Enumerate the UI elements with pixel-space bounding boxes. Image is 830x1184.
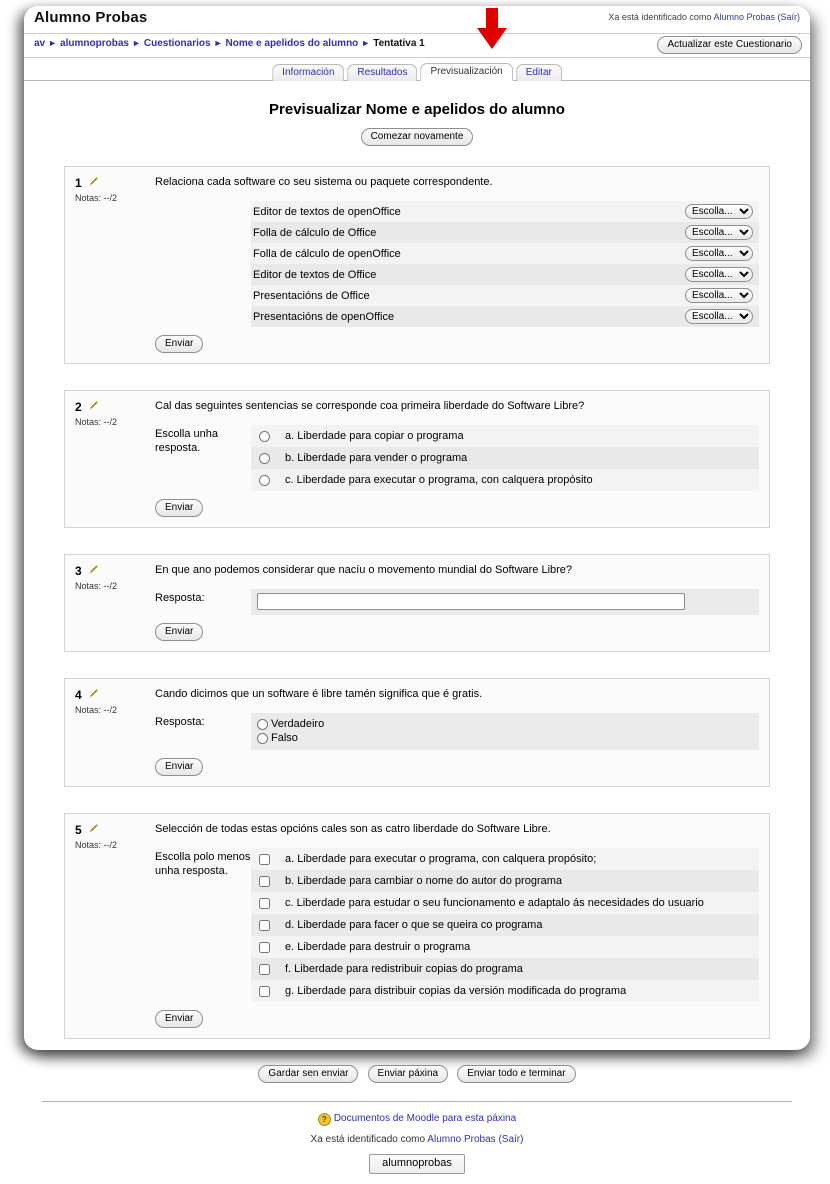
question-number-2: 2 [75, 400, 82, 414]
page-footer [42, 1101, 792, 1174]
breadcrumb-separator-icon: ► [213, 38, 223, 48]
question-side-1 [75, 175, 155, 203]
grade-label-1: Notas: [75, 193, 102, 203]
match-row [251, 264, 759, 285]
answer-radio-wrap [255, 431, 285, 442]
site-header [24, 6, 810, 34]
submit-page-button[interactable]: Enviar páxina [368, 1065, 449, 1083]
match-rows-1 [251, 201, 759, 327]
question-body-5 [155, 848, 759, 1002]
answer-checkbox[interactable] [259, 876, 270, 887]
submit-wrap-4 [155, 758, 759, 776]
answer-checkbox[interactable] [259, 964, 270, 975]
question-main-1 [155, 175, 759, 353]
short-answer-block [251, 589, 759, 615]
grade-label-4: Notas: [75, 705, 102, 715]
question-side-4 [75, 687, 155, 715]
moodle-docs-link[interactable] [318, 1113, 516, 1124]
match-row-label: Folla de cálculo de Office [253, 226, 377, 239]
answer-row[interactable] [251, 958, 759, 980]
tab-previsualizacion[interactable]: Previsualización [420, 63, 512, 81]
footer-login-user-link[interactable]: Alumno Probas [427, 1134, 496, 1145]
pencil-icon[interactable] [89, 177, 98, 186]
question-number-3: 3 [75, 564, 82, 578]
footer-login-prefix: Xa está identificado como [310, 1134, 426, 1145]
save-without-submitting-button[interactable]: Gardar sen enviar [258, 1065, 358, 1083]
answer-checkbox-wrap [255, 854, 285, 865]
pencil-icon[interactable] [89, 565, 98, 574]
breadcrumb-separator-icon: ► [361, 38, 371, 48]
short-answer-input[interactable] [257, 593, 685, 610]
question-block-1 [64, 166, 770, 364]
answer-checkbox-wrap [255, 920, 285, 931]
match-row [251, 285, 759, 306]
question-number-5: 5 [75, 823, 82, 837]
answer-label: a. Liberdade para executar o programa, con calquera propósito; [285, 853, 597, 865]
question-prompt-2: Escolla unha resposta. [155, 428, 218, 454]
main-content [24, 81, 810, 1184]
pencil-icon[interactable] [89, 689, 98, 698]
update-quiz-button[interactable]: Actualizar este Cuestionario [657, 36, 802, 54]
answer-radio[interactable] [257, 719, 268, 730]
submit-all-and-finish-button[interactable]: Enviar todo e terminar [457, 1065, 575, 1083]
submit-question-button-3[interactable]: Enviar [155, 623, 203, 641]
answer-label: b. Liberdade para cambiar o nome do autor do programa [285, 875, 563, 887]
match-select[interactable] [685, 288, 753, 303]
question-number-row-3 [75, 564, 155, 578]
quiz-heading: Previsualizar Nome e apelidos do alumno [269, 101, 565, 118]
restart-button[interactable]: Comezar novamente [361, 128, 474, 146]
match-row-label: Folla de cálculo de openOffice [253, 247, 401, 260]
answer-row[interactable] [251, 870, 759, 892]
truefalse-block [251, 713, 759, 750]
match-select[interactable] [685, 246, 753, 261]
question-block-5 [64, 813, 770, 1039]
question-side-2 [75, 399, 155, 427]
question-number-1: 1 [75, 176, 82, 190]
answer-row[interactable] [257, 717, 753, 731]
question-text-3: En que ano podemos considerar que nacíu o movemento mundial do Software Libre? [155, 564, 573, 576]
grade-value-1: --/2 [103, 193, 118, 203]
answer-row[interactable] [251, 892, 759, 914]
answer-area-3 [251, 589, 759, 615]
question-prompt-4: Resposta: [155, 716, 205, 728]
question-body-1 [155, 201, 759, 327]
question-body-2 [155, 425, 759, 491]
grade-value-4: --/2 [103, 705, 118, 715]
grade-value-2: --/2 [103, 417, 118, 427]
match-row-label: Editor de textos de Office [253, 268, 377, 281]
grade-label-5: Notas: [75, 840, 102, 850]
question-main-2 [155, 399, 759, 517]
submit-question-button-5[interactable]: Enviar [155, 1010, 203, 1028]
answer-row[interactable] [251, 848, 759, 870]
question-text-1: Relaciona cada software co seu sistema ou paquete correspondente. [155, 176, 493, 188]
breadcrumb-item-1[interactable]: alumnoprobas [60, 38, 129, 49]
answer-checkbox-wrap [255, 986, 285, 997]
question-side-3 [75, 563, 155, 591]
answer-label: b. Liberdade para vender o programa [285, 452, 468, 464]
answer-label: Verdadeiro [271, 718, 325, 730]
grade-value-5: --/2 [103, 840, 118, 850]
submit-wrap-1 [155, 335, 759, 353]
pencil-icon[interactable] [89, 401, 98, 410]
answer-radio-wrap [255, 453, 285, 464]
answer-label: e. Liberdade para destruir o programa [285, 941, 471, 953]
answer-row[interactable] [251, 980, 759, 1002]
tab-bar [24, 58, 810, 81]
breadcrumb-item-4: Tentativa 1 [373, 38, 425, 49]
question-number-4: 4 [75, 688, 82, 702]
breadcrumb-item-0[interactable]: av [34, 38, 46, 49]
match-row-label: Presentacións de Office [253, 289, 370, 302]
question-block-4 [64, 678, 770, 787]
answer-label: a. Liberdade para copiar o programa [285, 430, 464, 442]
navbar [24, 34, 810, 58]
restart-wrap [42, 128, 792, 146]
answer-checkbox-wrap [255, 964, 285, 975]
submit-question-button-4[interactable]: Enviar [155, 758, 203, 776]
answer-checkbox[interactable] [259, 942, 270, 953]
answer-row[interactable] [251, 936, 759, 958]
footer-home-wrap [42, 1154, 792, 1174]
match-row-label: Editor de textos de openOffice [253, 205, 401, 218]
question-prompt-5: Escolla polo menos unha resposta. [155, 851, 251, 877]
answer-radio[interactable] [257, 733, 268, 744]
submit-wrap-5 [155, 1010, 759, 1028]
question-main-3 [155, 563, 759, 641]
tab-resultados[interactable]: Resultados [347, 64, 417, 81]
question-main-4 [155, 687, 759, 776]
tab-list [272, 63, 562, 81]
pencil-icon[interactable] [89, 824, 98, 833]
tab-informacion[interactable]: Información [272, 64, 344, 81]
answer-checkbox-wrap [255, 942, 285, 953]
quiz-bottom-controls [42, 1065, 792, 1083]
answer-checkbox[interactable] [259, 854, 270, 865]
question-text-4: Cando dicimos que un software é libre tamén significa que é gratis. [155, 688, 483, 700]
match-row-label: Presentacións de openOffice [253, 310, 395, 323]
answer-row[interactable] [257, 731, 753, 745]
answer-radio-wrap [255, 475, 285, 486]
breadcrumb-item-3[interactable]: Nome e apelidos do alumno [225, 38, 359, 49]
answer-checkbox[interactable] [259, 898, 270, 909]
match-row [251, 222, 759, 243]
question-grade-3 [75, 581, 155, 591]
question-grade-4 [75, 705, 155, 715]
breadcrumb [34, 38, 425, 49]
grade-label-2: Notas: [75, 417, 102, 427]
submit-question-button-1[interactable]: Enviar [155, 335, 203, 353]
match-select[interactable] [685, 267, 753, 282]
match-select[interactable] [685, 225, 753, 240]
answer-row[interactable] [251, 914, 759, 936]
question-text-2: Cal das seguintes sentencias se corresponde coa primeira liberdade do Software Libre? [155, 400, 585, 412]
breadcrumb-separator-icon: ► [48, 38, 58, 48]
answer-checkbox[interactable] [259, 986, 270, 997]
question-number-row-4 [75, 688, 155, 702]
question-number-row-2 [75, 400, 155, 414]
moodle-docs-label: Documentos de Moodle para esta páxina [333, 1113, 517, 1124]
answer-radio[interactable] [259, 453, 270, 464]
question-number-row-1 [75, 176, 155, 190]
match-select[interactable] [685, 204, 753, 219]
question-side-5 [75, 822, 155, 850]
answer-radio[interactable] [259, 475, 270, 486]
login-prefix: Xa está identificado como [608, 12, 712, 22]
match-row [251, 201, 759, 222]
answer-radio[interactable] [259, 431, 270, 442]
grade-label-3: Notas: [75, 581, 102, 591]
answer-label: c. Liberdade para executar o programa, con calquera propósito [285, 474, 593, 486]
question-prompt-1 [155, 201, 251, 203]
answer-row[interactable] [251, 447, 759, 469]
grade-value-3: --/2 [103, 581, 118, 591]
answer-label: f. Liberdade para redistribuir copias do programa [285, 963, 523, 975]
question-main-5 [155, 822, 759, 1028]
answer-area-4 [251, 713, 759, 750]
home-course-button[interactable]: alumnoprobas [369, 1154, 465, 1174]
submit-wrap-2 [155, 499, 759, 517]
answer-row[interactable] [251, 425, 759, 447]
question-grade-2 [75, 417, 155, 427]
question-body-4 [155, 713, 759, 750]
browser-page [24, 6, 810, 1169]
question-text-5: Selección de todas estas opcións cales son as catro liberdade do Software Libre. [155, 823, 551, 835]
help-icon: ? [318, 1113, 331, 1126]
footer-logout-link[interactable]: (Saír) [498, 1134, 524, 1145]
logout-link[interactable]: (Saír) [777, 12, 800, 22]
answer-row[interactable] [251, 469, 759, 491]
answer-label: Falso [271, 732, 298, 744]
update-quiz-button-wrap [657, 36, 802, 54]
match-row [251, 306, 759, 327]
answer-checkbox-wrap [255, 876, 285, 887]
breadcrumb-separator-icon: ► [131, 38, 141, 48]
question-grade-1 [75, 193, 155, 203]
answer-list-2 [251, 425, 759, 491]
answer-label: g. Liberdade para distribuir copias da versión modificada do programa [285, 985, 627, 997]
submit-question-button-2[interactable]: Enviar [155, 499, 203, 517]
question-number-row-5 [75, 823, 155, 837]
answer-checkbox[interactable] [259, 920, 270, 931]
question-prompt-3: Resposta: [155, 592, 205, 604]
answer-checkbox-wrap [255, 898, 285, 909]
login-info [608, 12, 800, 22]
submit-wrap-3 [155, 623, 759, 641]
page-title: Alumno Probas [34, 9, 148, 26]
question-block-2 [64, 390, 770, 528]
footer-login-info [42, 1134, 792, 1145]
login-user-link[interactable]: Alumno Probas [713, 12, 775, 22]
question-block-3 [64, 554, 770, 652]
tab-editar[interactable]: Editar [516, 64, 562, 81]
answer-label: d. Liberdade para facer o que se queira co programa [285, 919, 543, 931]
breadcrumb-item-2[interactable]: Cuestionarios [143, 38, 211, 49]
match-select[interactable] [685, 309, 753, 324]
answer-list-5 [251, 848, 759, 1002]
question-grade-5 [75, 840, 155, 850]
answer-label: c. Liberdade para estudar o seu funcionamento e adaptalo ás necesidades do usuario [285, 897, 704, 909]
question-body-3 [155, 589, 759, 615]
match-row [251, 243, 759, 264]
